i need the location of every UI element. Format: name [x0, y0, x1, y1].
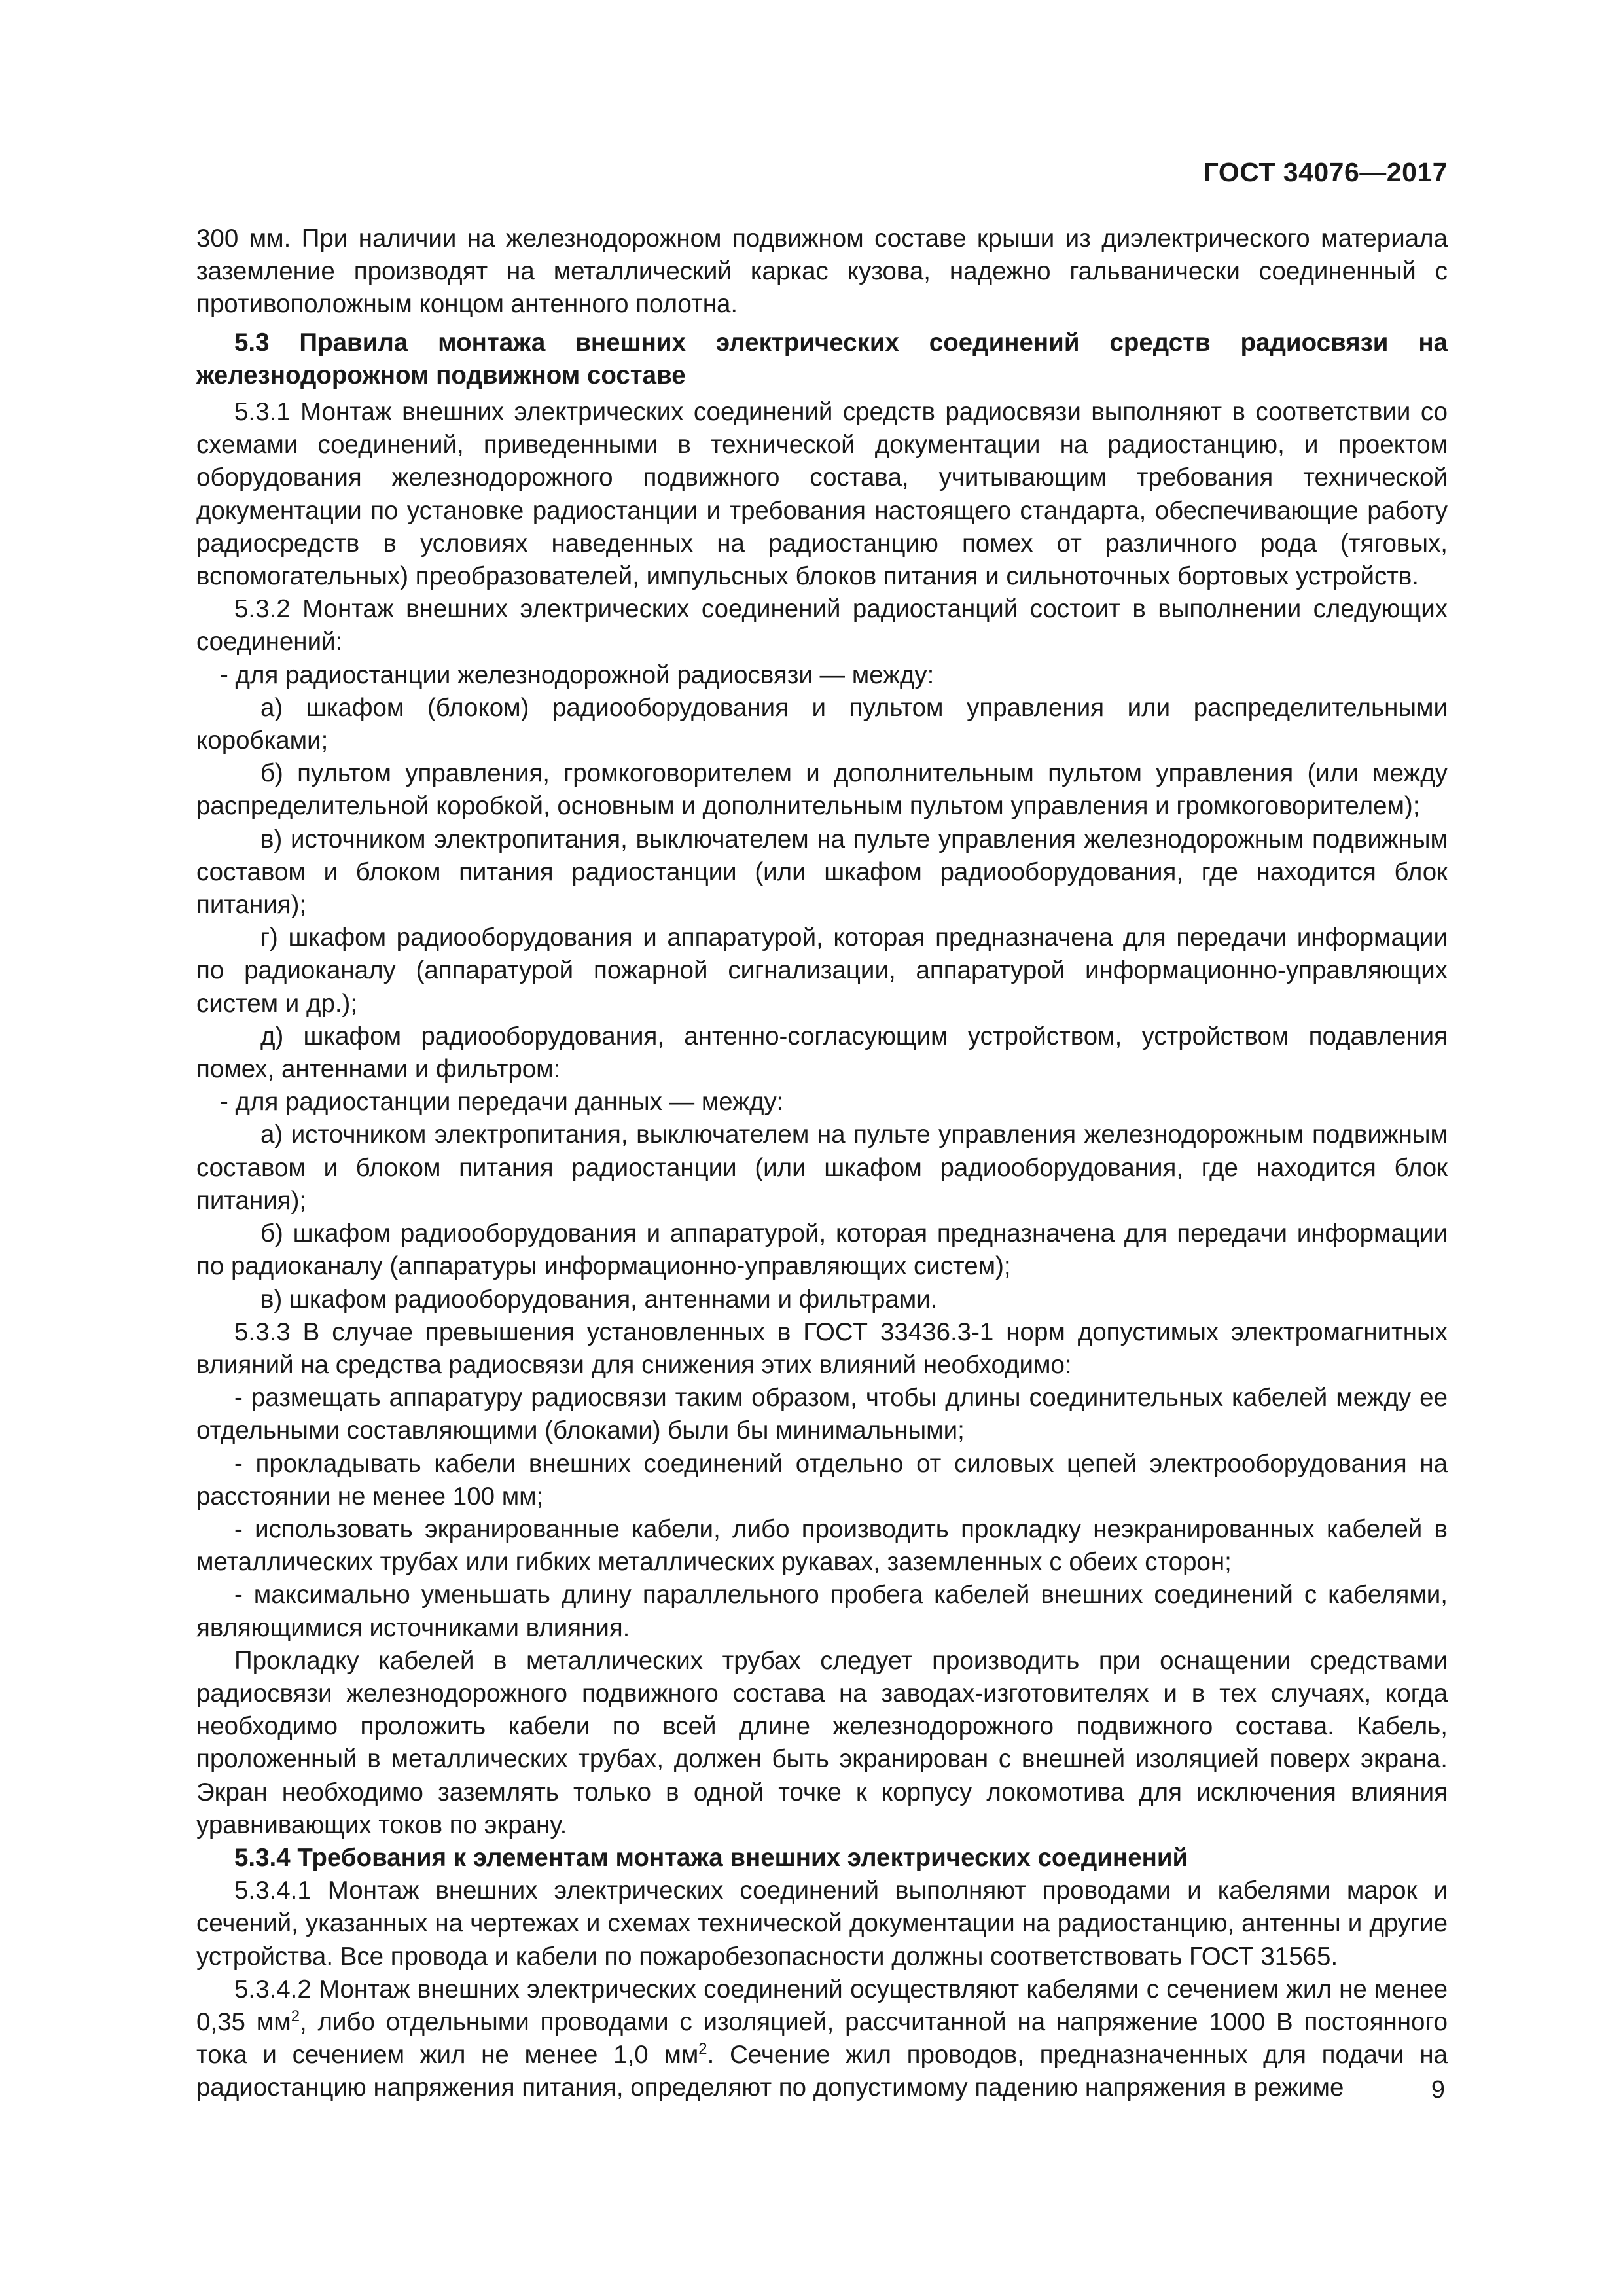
paragraph-5-3-2: 5.3.2 Монтаж внешних электрических соединений радиостанций состоит в выполнении следующих соединений:	[196, 595, 1448, 656]
document-body	[196, 223, 1448, 2105]
paragraph-5-3-4-2	[196, 1973, 1448, 2105]
list-item-letter: д) шкафом радиооборудования, антенно-согласующим устройством, устройством подавления помех, антеннами и фильтром:	[196, 1022, 1448, 1084]
paragraph-5-3-1: 5.3.1 Монтаж внешних электрических соединений средств радиосвязи выполняют в соответствии со схемами соединений, приведенными в технической документации на радиостанцию, и проектом оборудования железнодорожного подвижного состава, учитывающим требования технической документации по установке радиостанции и требования настоящего стандарта, обеспечивающие работу радиосредств в условиях наведенных на радиостанцию помех от различного рода (тяговых, вспомогательных) преобразователей, импульсных блоков питания и сильноточных бортовых устройств.	[196, 398, 1448, 591]
list-item-dash: - для радиостанции железнодорожной радиосвязи — между:	[220, 660, 935, 689]
superscript: 2	[698, 2040, 707, 2058]
section-heading-5-3: 5.3 Правила монтажа внешних электрических соединений средств радиосвязи на железнодорожном подвижном составе	[196, 328, 1448, 389]
list-item-letter: б) шкафом радиооборудования и аппаратурой, которая предназначена для передачи информации по радиоканалу (аппаратуры информационно-управляющих систем);	[196, 1219, 1448, 1281]
paragraph-5-3-3: 5.3.3 В случае превышения установленных в ГОСТ 33436.3-1 норм допустимых электромагнитных влияний на средства радиосвязи для снижения этих влияний необходимо:	[196, 1318, 1448, 1379]
page-number: 9	[1431, 2076, 1445, 2104]
paragraph-cable-laying: Прокладку кабелей в металлических трубах следует производить при оснащении средствами радиосвязи железнодорожного подвижного состава на заводах-изготовителях и в тех случаях, когда необходимо проложить кабели по всей длине железнодорожного подвижного состава. Кабель, проложенный в металлических трубах, должен быть экранирован с внешней изоляцией поверх экрана. Экран необходимо заземлять только в одной точке к корпусу локомотива для исключения влияния уравнивающих токов по экрану.	[196, 1646, 1448, 1839]
list-item-letter: а) источником электропитания, выключателем на пульте управления железнодорожным подвижным составом и блоком питания радиостанции (или шкафом радиооборудования, где находится блок питания);	[196, 1121, 1448, 1215]
list-item-letter: б) пультом управления, громкоговорителем и дополнительным пультом управления (или между распределительной коробкой, основным и дополнительным пультом управления и громкоговорителем);	[196, 759, 1448, 821]
list-item-dash: - максимально уменьшать длину параллельного пробега кабелей внешних соединений с кабелями, являющимися источниками влияния.	[196, 1581, 1448, 1642]
list-item-dash: - для радиостанции передачи данных — между:	[220, 1088, 784, 1117]
paragraph-text: , либо отдельными проводами с изоляцией, рассчитанной на напряжение 1000 В постоянного тока и сечением жил не менее 1,0 мм	[196, 2007, 1448, 2070]
list-item-letter: г) шкафом радиооборудования и аппаратурой, которая предназначена для передачи информации по радиоканалу (аппаратурой пожарной сигнализации, аппаратурой информационно-управляющих систем и др.);	[196, 924, 1448, 1018]
paragraph-text: . Сечение жил проводов, предназначенных для подачи на радиостанцию напряжения питания, определяют по допустимому падению напряжения в режиме	[196, 2041, 1448, 2102]
paragraph-5-3-4-1: 5.3.4.1 Монтаж внешних электрических соединений выполняют проводами и кабелями марок и сечений, указанных на чертежах и схемах технической документации на радиостанцию, антенны и другие устройства. Все провода и кабели по пожаробезопасности должны соответствовать ГОСТ 31565.	[196, 1876, 1448, 1971]
paragraph-continuation: 300 мм. При наличии на железнодорожном подвижном составе крыши из диэлектрического материала заземление производят на металлический каркас кузова, надежно гальванически соединенный с противоположным концом антенного полотна.	[196, 224, 1448, 319]
document-standard-id: ГОСТ 34076—2017	[1203, 157, 1448, 187]
superscript: 2	[291, 2007, 300, 2026]
list-item-letter: в) источником электропитания, выключателем на пульте управления железнодорожным подвижным составом и блоком питания радиостанции (или шкафом радиооборудования, где находится блок питания);	[196, 825, 1448, 920]
list-item-dash: - использовать экранированные кабели, либо производить прокладку неэкранированных кабелей в металлических трубах или гибких металлических рукавах, заземленных с обеих сторон;	[196, 1515, 1448, 1577]
list-item-dash: - размещать аппаратуру радиосвязи таким образом, чтобы длины соединительных кабелей между ее отдельными составляющими (блоками) были бы минимальными;	[196, 1384, 1448, 1445]
section-heading-5-3-4: 5.3.4 Требования к элементам монтажа внешних электрических соединений	[234, 1843, 1188, 1872]
list-item-letter: а) шкафом (блоком) радиооборудования и пультом управления или распределительными коробками;	[196, 693, 1448, 755]
list-item-dash: - прокладывать кабели внешних соединений отдельно от силовых цепей электрооборудования на расстоянии не менее 100 мм;	[196, 1449, 1448, 1511]
list-item-letter: в) шкафом радиооборудования, антеннами и фильтрами.	[260, 1285, 938, 1314]
paragraph-text: 5.3.4.2 Монтаж внешних электрических соединений осуществляют кабелями с сечением жил не менее 0,35 мм	[196, 1975, 1448, 2036]
